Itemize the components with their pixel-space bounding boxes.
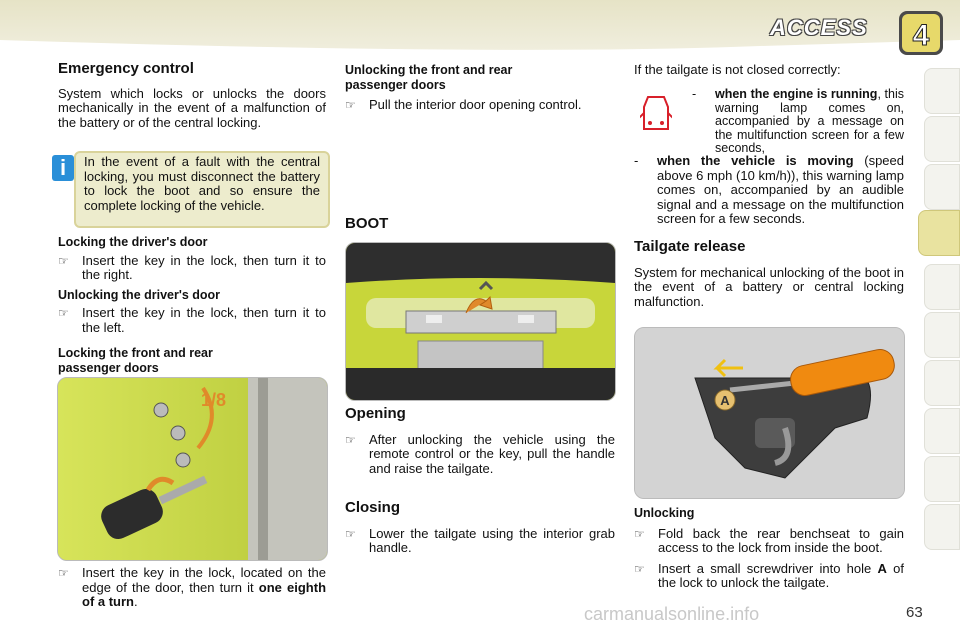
door-lock-illustration [58,378,327,560]
opening-heading: Opening [345,405,406,422]
unlocking-step-2-end: of the lock to unlock the tailgate. [658,560,904,590]
chapter-badge [896,8,946,58]
chapter-tab-active[interactable] [918,210,960,256]
pointing-hand-icon: ☞ [58,566,69,580]
boot-heading: BOOT [345,215,389,232]
dash: - [692,87,697,101]
unlock-rear-text: Pull the interior door opening control. [369,97,582,112]
info-note [84,155,320,213]
tailgate-release-section [634,240,904,309]
vehicle-moving-bold: when the vehicle is moving [657,153,854,168]
hole-a-label: A [720,393,730,408]
page-number: 63 [906,604,923,621]
tailgate-lock-photo [634,327,905,499]
vehicle-moving-note [634,154,904,227]
closing-heading: Closing [345,499,400,516]
pointing-hand-icon: ☞ [345,98,356,112]
vehicle-moving-text [634,154,904,227]
open-door-warning-icon [640,93,672,133]
emergency-control-heading: Emergency control [58,60,194,77]
chapter-tab[interactable] [924,264,960,310]
lock-rear-section [58,346,278,375]
engine-running-text [692,88,904,156]
pointing-hand-icon: ☞ [345,432,356,447]
chapter-tab[interactable] [924,408,960,454]
chapter-tab[interactable] [924,312,960,358]
lock-rear-heading: Locking the front and rear passenger doors [58,346,213,375]
vehicle-moving-desc: (speed above 6 mph (10 km/h)), this warning lamp comes on, accompanied by an audible signal and a message on the multifunction screen for a few seconds. [657,153,904,226]
boot-heading-wrap [345,217,388,232]
door-lock-photo [57,377,328,561]
emergency-intro: System which locks or unlocks the doors mechanically in the event of a malfunction of the battery or of the central locking. [58,85,326,130]
pointing-hand-icon: ☞ [58,253,69,268]
pointing-hand-icon: ☞ [58,306,69,320]
lock-rear-text: Insert the key in the lock, located on the edge of the door, then turn it [82,565,326,595]
unlocking-step-2-bold: A [877,560,887,576]
turn-fraction-label: 1/8 [201,390,227,410]
lock-rear-text-bold: one eighth of a turn [82,579,327,609]
closing-text: Lower the tailgate using the interior grab handle. [369,525,615,555]
unlocking-step-2 [634,562,904,591]
pointing-hand-icon: ☞ [345,526,356,541]
unlock-driver-text: Insert the key in the lock, then turn it to the left. [82,305,326,335]
engine-running-note [692,88,904,156]
lock-driver-text: Insert the key in the lock, then turn it to the right. [82,252,326,282]
chapter-tab[interactable] [924,164,960,210]
chapter-tab[interactable] [924,504,960,550]
unlocking-heading: Unlocking [634,506,695,520]
watermark: carmanualsonline.info [584,604,760,624]
opening-step [345,433,615,477]
lock-rear-text-end: . [134,594,138,609]
chapter-number: 4 [912,19,930,52]
chapter-tab[interactable] [924,360,960,406]
unlock-rear-heading: Unlocking the front and rear passenger doors [345,63,513,92]
unlocking-step-1 [634,527,904,556]
dash: - [634,153,639,168]
lock-rear-step [58,566,326,610]
engine-running-bold: when the engine is running [715,87,878,101]
unlock-rear-section [345,63,615,113]
tailgate-warning-section [634,63,904,78]
tailgate-lock-illustration [635,328,904,498]
pointing-hand-icon: ☞ [634,526,645,541]
lock-driver-heading: Locking the driver's door [58,235,208,249]
emergency-control-section [58,62,326,130]
closing-step [345,527,615,556]
unlock-rear-step [345,98,615,113]
unlocking-section [634,506,904,591]
pointing-hand-icon: ☞ [634,561,645,576]
unlock-driver-heading: Unlocking the driver's door [58,287,221,302]
unlocking-step-2-text: Insert a small screwdriver into hole [658,560,878,576]
chapter-tabs [926,68,960,568]
tailgate-release-text: System for mechanical unlocking of the boot in the event of a battery or central locking malfunction. [634,264,904,309]
lock-rear-step-block [58,566,326,610]
tailgate-warning-intro: If the tailgate is not closed correctly: [634,62,841,77]
unlock-driver-step [58,306,326,335]
page-title: ACCESS [770,15,868,40]
opening-section [345,407,615,476]
chapter-tab[interactable] [924,456,960,502]
tailgate-release-heading: Tailgate release [634,238,746,255]
tailgate-photo [345,242,616,401]
tailgate-illustration [346,243,615,400]
chapter-tab[interactable] [924,68,960,114]
info-text: In the event of a fault with the central locking, you must disconnect the battery to lock the boot and so ensure the complete locking of the vehicle. [84,154,320,213]
info-icon: i [52,155,74,181]
engine-running-desc: , this warning lamp comes on, accompanied by a message on the multifunction screen for a few seconds, [715,87,904,155]
lock-driver-step [58,254,326,283]
chapter-tab[interactable] [924,116,960,162]
opening-text: After unlocking the vehicle using the remote control or the key, pull the handle and raise the tailgate. [369,431,615,476]
unlocking-step-1-text: Fold back the rear benchseat to gain access to the lock from inside the boot. [658,525,904,555]
closing-section [345,501,615,556]
driver-door-section [58,235,326,335]
